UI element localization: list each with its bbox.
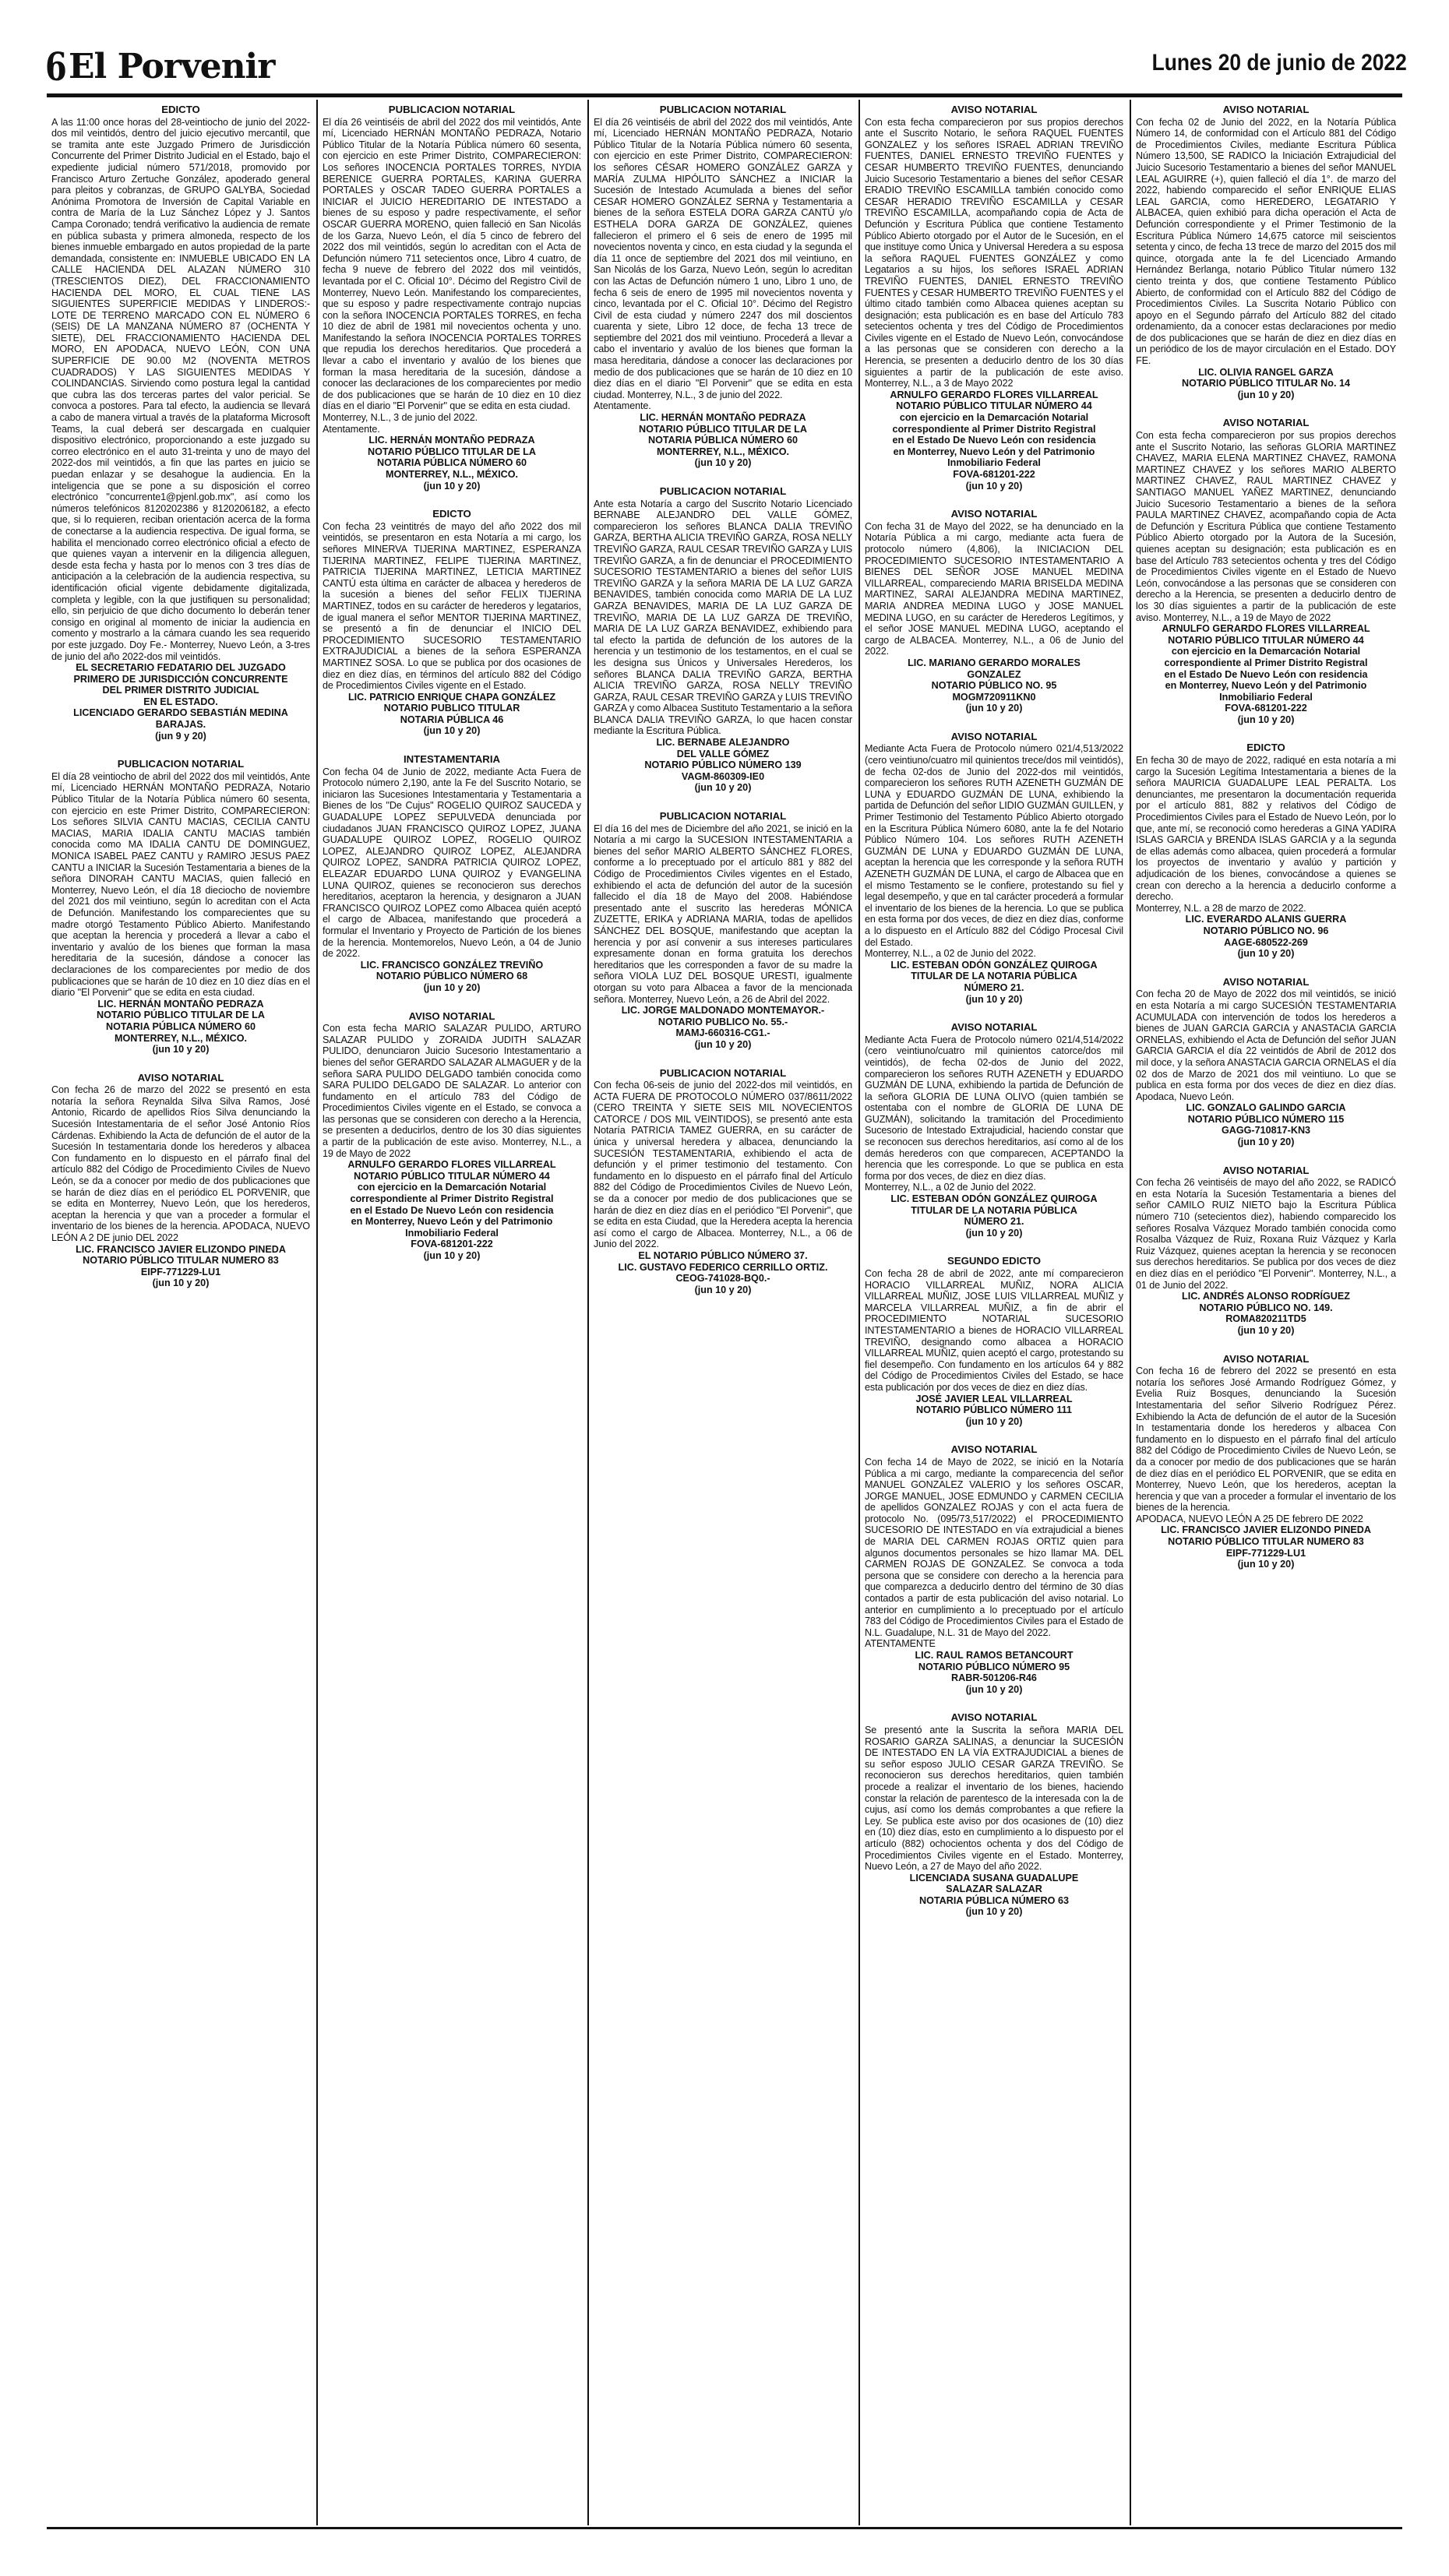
publication-dates: (jun 10 y 20)	[965, 1906, 1023, 1918]
signature-line: AAGE-680522-269	[1224, 936, 1308, 948]
signature-line: BARAJAS.	[155, 719, 206, 731]
notice-title: AVISO NOTARIAL	[1222, 975, 1310, 988]
publication-dates: (jun 10 y 20)	[1237, 948, 1295, 960]
signature-line: TITULAR DE LA NOTARIA PÚBLICA	[911, 971, 1077, 982]
notice-title: EDICTO	[432, 508, 471, 520]
signature-line: NOTARIO PÚBLICO TITULAR NÚMERO 44	[896, 400, 1092, 412]
signature-line: LIC. PATRICIO ENRIQUE CHAPA GONZÁLEZ	[347, 691, 556, 703]
publication-dates: (jun 10 y 20)	[423, 480, 481, 492]
signature-line: CEOG-741028-BQ0.-	[675, 1273, 770, 1284]
notice-title: AVISO NOTARIAL	[950, 1711, 1038, 1724]
notice-body: A las 11:00 once horas del 28-veintiocho de junio del 2022-dos mil veintidós, dentro del juicio ejecutivo mercantil, que se tramita ante este Juzgado Primero de Jurisdicción Concurrente del Primer Distrito Judicial en el Estado, bajo el expediente judicial número 571/2018, promovido por Francisco Arturo Zertuche González, apoderado general para pleitos y cobranzas, de GRUPO GALYBA, Sociedad Anónima Promotora de Inversión de Capital Variable en contra de María de la Luz Sánchez López y J. Santos Campa Coronado; tendrá verificativo la audiencia de remate en pública subasta y primera almoneda, respecto de los bienes inmueble embargado en autos propiedad de la parte demandada, consistente en: INMUEBLE UBICADO EN LA CALLE HACIENDA DEL ALAZAN NÚMERO 310 (TRESCIENTOS DIEZ), DEL FRACCIONAMIENTO HACIENDA DEL MORO, EL CUAL TIENE LAS SIGUIENTES SUPERFICIE MEDIDAS Y LINDEROS:- LOTE DE TERRENO MARCADO CON EL NÚMERO 6 (SEIS) DE LA MANZANA NÚMERO 87 (OCHENTA Y SIETE), DEL FRACCIONAMIENTO HACIENDA DEL MORO, EN APODACA, NUEVO LEÓN, CON UNA SUPERFICIE DE 90.00 M2 (NOVENTA METROS CUADRADOS) Y LAS SIGUIENTES MEDIDAS Y COLINDANCIAS. Sirviendo como postura legal la cantidad que cubra las dos terceras partes del valor pericial. Se convoca a postores. Para tal efecto, la audiencia se llevará a cabo de manera virtual a través de la plataforma Microsoft Teams, la cual deberá ser descargada en cualquier dispositivo electrónico, proporcionando a este juzgado su correo electrónico en el auto 31-treinta y uno de mayo del 2022-dos mil veintidós, a fin que las partes en juicio se puedan enlazar y se desahogue la audiencia. En la inteligencia que se pone a su disposición el correo electrónico "concurrente1@pjenl.gob.mx", así como los números telefónicos 8120202386 y 8120206182, a efecto que, si lo requieren, reciban orientación acerca de la forma de conectarse a la audiencia respectiva. De igual forma, se habilita el mencionado correo electrónico oficial a efecto de que quienes vayan a intervenir en la diligencia alleguen, desde esta fecha y hasta por lo menos con 3 tres días de anticipación a la celebración de la audiencia respectiva, su identificación oficial vigente debidamente digitalizada, completa y legible, con la que justifiquen su personalidad; ello, sin perjuicio de que dicho documento lo deberán tener consigo en original al momento de iniciar la audiencia en comento y mostrarlo a la cámara cuando les sea requerido por este juzgado. Doy Fe.- Monterrey, Nuevo León, a 3-tres de junio del año 2022-dos mil veintidós.	[51, 116, 310, 662]
legal-notice	[323, 754, 581, 993]
notice-title: SEGUNDO EDICTO	[947, 1255, 1041, 1267]
signature-line: NOTARIO PÚBLICO NO. 95	[931, 680, 1057, 692]
signature-line: EIPF-771229-LU1	[140, 1266, 221, 1277]
signature-line: NOTARIO PÚBLICO NÚMERO 111	[916, 1404, 1072, 1416]
notary-signature	[865, 389, 1123, 481]
notice-body: ATENTAMENTE	[865, 1638, 936, 1650]
newspaper-name: El Porvenir	[69, 47, 275, 86]
signature-line: LIC. JORGE MALDONADO MONTEMAYOR.-	[621, 1005, 825, 1017]
signature-line: ROMA820211TD5	[1225, 1313, 1306, 1325]
notary-signature	[594, 737, 852, 782]
legal-notice	[323, 104, 581, 492]
notice-body: Ante esta Notaría a cargo del Suscrito Notario Licenciado BERNABE ALEJANDRO DEL VALLE GÓMEZ, comparecieron los señores BLANCA DALIA TREVIÑO GARZA, BERTHA ALICIA TREVIÑO GARZA, ROSA NELLY TREVIÑO GARZA, RAUL CESAR TREVIÑO GARZA y LUIS TREVIÑO GARZA, a fin de denunciar el PROCEDIMIENTO SUCESORIO TESTAMENTARIO a bienes del señor LUIS TREVIÑO GARZA y la señora MARIA DE LA LUZ GARZA BENAVIDES, también conocida como MARIA DE LA LUZ GARZA BENAVIDES, MARIA DE LA LUZ GARZA DE TREVIÑO, MARIA DE LA LUZ GARZA DE TREVIÑO, MARIA DE LA LUZ GARZA BENAVIDEZ, exhibiendo para tal efecto la partida de defunción de los autores de la herencia y un testimonio de los testamentos, en el cual se les designa sus Únicos y Universales Herederos, los señores BLANCA DALIA TREVIÑO GARZA, BERTHA ALICIA TREVIÑO GARZA, ROSA NELLY TREVIÑO GARZA, RAUL CESAR TREVIÑO GARZA y LUIS TREVIÑO GARZA y como Albacea Sustituto Testamentario a la señora BLANCA DALIA TREVIÑO GARZA, lo que hacen constar mediante la Escritura Pública.	[594, 498, 852, 737]
notice-body: Con fecha 04 de Junio de 2022, mediante Acta Fuera de Protocolo número 2,190, ante la Fe del Suscrito Notario, se iniciaron las Sucesiones Intestamentaria y Testamentaria a Bienes de los "De Cujus" ROGELIO QUIROZ SAUCEDA y GUADALUPE LOPEZ SEPULVEDA denunciada por ciudadanos JUAN FRANCISCO QUIROZ LOPEZ, JUANA GUADALUPE QUIROZ LOPEZ, ROGELIO QUIROZ LOPEZ, ALEJANDRO QUIROZ LOPEZ, ALEJANDRA QUIROZ LOPEZ, SANDRA PATRICIA QUIROZ LOPEZ, ELEAZAR EDUARDO LUNA QUIROZ y EVANGELINA LUNA QUIROZ, quienes se reconocieron sus derechos hereditarios, aceptaron la herencia, y designaron a JUAN FRANCISCO QUIROZ LOPEZ como Albacea quién aceptó el cargo de Albacea, manifestando que procederá a formular el Inventario y Proyecto de Partición de los bienes de la herencia. Montemorelos, Nuevo León, a 04 de Junio de 2022.	[323, 766, 581, 960]
signature-line: Inmobiliario Federal	[405, 1227, 499, 1239]
column-3	[589, 100, 860, 2525]
notary-signature	[594, 1005, 852, 1039]
notice-body: Monterrey, N.L., a 02 de Junio del 2022.	[865, 948, 1036, 960]
notice-body: Con fecha 02 de Junio del 2022, en la Notaría Pública Número 14, de conformidad con el Artículo 881 del Código de Procedimientos Civiles, mediante Escritura Pública Número 13,500, SE RADICO la Iniciación Extrajudicial del Juicio Sucesorio Testamentario a bienes del señor MANUEL LEAL AGUIRRE (+), quien falleció el día 1°. de marzo del 2022, habiendo comparecido el señor ENRIQUE ELIAS LEAL GARCIA, como HEREDERO, LEGATARIO Y ALBACEA, quien exhibió para dicha operación el Acta de Defunción correspondiente y el Primer Testimonio de la Escritura Pública Número 14,675 catorce mil seiscientos setenta y cinco, de fecha 13 trece de marzo del 2015 dos mil quince, otorgada ante la fe del Licenciado Armando Hernández Berlanga, notario Público Titular número 132 ciento treinta y dos, que contiene Testamento Público Abierto, de conformidad con el Artículo 882 del Código de Procedimientos Civiles. La Suscrita Notario Público con apoyo en el Segundo párrafo del Artículo 882 del citado ordenamiento, da a conocer estas declaraciones por medio de dos publicaciones que se harán de diez en diez días en un periódico de los de mayor circulación en el Estado. DOY FE.	[1136, 116, 1396, 367]
publication-dates: (jun 9 y 20)	[155, 730, 206, 742]
signature-line: MAMJ-660316-CG1.-	[675, 1027, 770, 1039]
signature-line: Inmobiliario Federal	[1219, 691, 1313, 703]
notary-signature	[865, 960, 1123, 994]
notary-signature	[51, 662, 310, 731]
notice-body: El día 16 del mes de Diciembre del año 2021, se inició en la Notaría a mi cargo la SUCESION INTESTAMENTARIA a bienes del señor MARIO ALBERTO SÁNCHEZ FLORES, conforme a lo preceptuado por el artículo 881 y 882 del Código de Procedimientos Civiles vigentes en el Estado, exhibiendo el acta de defunción del autor de la sucesión fallecido el día 18 de Mayo del 2008. Habiéndose presentado ante el suscrito las herederas MÓNICA ZUZETTE, ERIKA y ADRIANA MARIA, todas de apellidos SÁNCHEZ DEL BOSQUE, manifestando que aceptan la herencia y por así convenir a sus intereses particulares expresamente donan en forma gratuita los derechos hereditarios que les corresponden a favor de su madre la señora VIOLA LUZ DEL BOSQUE URESTI, igualmente otorgan su voto para Albacea a favor de la mencionada señora. Monterrey, Nuevo León, a 26 de Abril del 2022.	[594, 823, 852, 1005]
publication-dates: (jun 10 y 20)	[965, 480, 1023, 492]
signature-line: ARNULFO GERARDO FLORES VILLARREAL	[1162, 623, 1370, 635]
legal-notice	[51, 104, 310, 742]
notary-signature	[594, 1250, 852, 1284]
notice-body: Mediante Acta Fuera de Protocolo número 021/4,513/2022 (cero veintiuno/cuatro mil quinientos trece/dos mil veintidós), de fecha 02-dos de Junio del 2022-dos mil veintidós, comparecieron los señores RUTH AZENETH GUZMÁN DE LUNA y EDUARDO GUZMÁN DE LUNA, exhibiendo la partida de Defunción del señor LIDIO GUZMÁN GUILLEN, y Primer Testimonio del Testamento Público Abierto otorgado en la Escritura Pública Número 6080, ante la fe del Notario Público Número 104. Los señores RUTH AZENETH GUZMÁN DE LUNA y EDUARDO GUZMÁN DE LUNA, aceptan la herencia que les corresponde y la señora RUTH AZENETH GUZMÁN DE LUNA, el cargo de Albacea que en el mismo Testamento se le confiere, protestando su fiel y legal desempeño, y que en tal carácter procederá a formular el inventario de los bienes de la herencia. Lo que se publica en esta forma por dos veces, de diez en diez días, conforme a lo dispuesto en el Artículo 882 del Código Procesal Civil del Estado.	[865, 743, 1123, 948]
legal-notice	[865, 731, 1123, 1005]
notary-signature	[865, 1873, 1123, 1907]
notice-title: PUBLICACION NOTARIAL	[659, 810, 787, 823]
notice-body: Con esta fecha comparecieron por sus propios derechos ante el Suscrito Notario, las señoras GLORIA MARTINEZ CHAVEZ, MARIA ELENA MARTINEZ CHAVEZ, RAMONA MARTINEZ CHAVEZ y los señores MARIO ALBERTO MARTINEZ CHAVEZ, RAUL MARTINEZ CHAVEZ y SANTIAGO MANUEL YAÑEZ MARTINEZ, denunciando Juicio Sucesorio Testamentario a bienes de la señora PAULA MARTINEZ CHAVEZ, acompañando copia de Acta de Defunción y Escritura Pública que contiene Testamento Público Abierto otorgado por la Autora de la Sucesión, quienes aceptan su designación; esta publicación es en base del Artículo 783 setecientos ochenta y tres del Código de Procedimientos Civiles vigente en el Estado de Nuevo León, convocándose a las personas que se consideren con derecho a la Herencia, se presenten a deducirlo dentro de los 30 días siguientes a partir de la publicación de este aviso. Monterrey, N.L., a 19 de Mayo de 2022	[1136, 430, 1396, 623]
column-2	[318, 100, 589, 2525]
signature-line: ARNULFO GERARDO FLORES VILLARREAL	[890, 389, 1098, 400]
header-rule	[47, 93, 1402, 97]
publication-dates: (jun 10 y 20)	[1237, 1136, 1295, 1148]
signature-line: LIC. FRANCISCO JAVIER ELIZONDO PINEDA	[76, 1243, 286, 1255]
legal-notice	[1136, 1354, 1396, 1570]
signature-line: NOTARIO PUBLICO TITULAR	[383, 703, 520, 714]
notice-body: Monterrey, N.L., 3 de junio del 2022.	[323, 412, 478, 424]
signature-line: NOTARIO PÚBLICO TITULAR DE LA	[639, 423, 807, 435]
signature-line: NOTARIO PÚBLICO NÚMERO 68	[375, 971, 528, 982]
publication-dates: (jun 10 y 20)	[965, 1683, 1023, 1695]
signature-line: NOTARIO PUBLICO No. 55.-	[658, 1016, 788, 1027]
signature-line: NOTARIO PÚBLICO NÚMERO 115	[1187, 1113, 1345, 1125]
notary-signature	[865, 1193, 1123, 1228]
legal-notice	[1136, 977, 1396, 1148]
publication-dates: (jun 10 y 20)	[965, 1415, 1023, 1427]
notary-signature	[323, 692, 581, 726]
publication-dates: (jun 10 y 20)	[694, 457, 752, 469]
signature-line: MONTERREY, N.L., MÉXICO.	[656, 446, 790, 457]
notice-title: INTESTAMENTARIA	[403, 753, 501, 766]
publication-dates: (jun 10 y 20)	[152, 1044, 210, 1055]
notice-body: Monterrey, N.L., a 02 de Junio del 2022.	[865, 1182, 1036, 1193]
signature-line: LIC. BERNABE ALEJANDRO	[656, 737, 790, 749]
signature-line: VAGM-860309-IE0	[681, 770, 765, 782]
legal-notice	[865, 509, 1123, 714]
signature-line: con ejercicio en la Demarcación Notarial	[1171, 646, 1361, 657]
publication-dates: (jun 10 y 20)	[694, 782, 752, 794]
column-1	[47, 100, 318, 2525]
publication-dates: (jun 10 y 20)	[423, 725, 481, 737]
signature-line: NOTARIO PÚBLICO TITULAR No. 14	[1182, 378, 1350, 389]
legal-notice	[865, 1712, 1123, 1918]
signature-line: MOGM720911KN0	[952, 691, 1036, 703]
publication-dates: (jun 10 y 20)	[1237, 389, 1295, 400]
notice-title: PUBLICACION NOTARIAL	[659, 485, 787, 497]
signature-line: LIC. GUSTAVO FEDERICO CERRILLO ORTIZ.	[618, 1261, 828, 1273]
signature-line: FOVA-681201-222	[1225, 703, 1307, 714]
signature-line: ARNULFO GERARDO FLORES VILLARREAL	[347, 1159, 556, 1171]
publication-dates: (jun 10 y 20)	[423, 1250, 481, 1261]
signature-line: LIC. HERNÁN MONTAÑO PEDRAZA	[97, 998, 264, 1010]
notice-body: Se presentó ante la Suscrita la señora MARIA DEL ROSARIO GARZA SALINAS, a denunciar la SUCESIÓN DE INTESTADO EN LA VÍA EXTRAJUDICIAL a bienes de su señor esposo JULIO CESAR GARZA TREVIÑO. Se reconocieron sus derechos hereditarios, quien también procede a realizar el inventario de los bienes, haciendo constar la relación de parentesco de la interesada con la de cujus, así como los demás comprobantes a que refiere la Ley. Se publica este aviso por dos ocasiones de (10) diez en (10) diez días, esto en cumplimiento a lo dispuesto por el artículo (882) ochocientos ochenta y dos del Código de Procedimientos Civiles vigente en el Estado. Monterrey, Nuevo León, a 27 de Mayo del año 2022.	[865, 1724, 1123, 1873]
signature-line: con ejercicio en la Demarcación Notarial	[899, 412, 1089, 424]
signature-line: correspondiente al Primer Distrito Registral	[892, 423, 1096, 435]
publication-dates: (jun 10 y 20)	[152, 1277, 210, 1289]
signature-line: SALAZAR SALAZAR	[946, 1884, 1042, 1895]
legal-notice	[1136, 742, 1396, 959]
publication-dates: (jun 10 y 20)	[1237, 714, 1295, 725]
signature-line: NOTARIO PÚBLICO NÚMERO 139	[644, 759, 802, 771]
signature-line: correspondiente al Primer Distrito Registral	[350, 1193, 554, 1205]
signature-line: correspondiente al Primer Distrito Registral	[1164, 657, 1368, 668]
notary-signature	[1136, 1291, 1396, 1325]
signature-line: GAGG-710817-KN3	[1221, 1125, 1311, 1136]
notary-signature	[1136, 914, 1396, 948]
notice-body: El día 26 veintiséis de abril del 2022 dos mil veintidós, Ante mí, Licenciado HERNÁN MONTAÑO PEDRAZA, Notario Público Titular de la Notaría Pública número 60 sesenta, con ejercicio en este Primer Distrito, COMPARECIERON: los señores CÉSAR HOMERO GONZÁLEZ GARZA y MARÍA ZULMA HIPÓLITO SÁNCHEZ a INICIAR la Sucesión de Intestado Acumulada a bienes del señor CESAR HOMERO GONZÁLEZ SERNA y Testamentaria a bienes de la señora ESTELA DORA GARZA CANTÚ y/o ESTHELA DORA GARZA DE GONZÁLEZ, quienes fallecieron el primero el 6 seis de enero de 1995 mil novecientos noventa y cinco, en esta ciudad y la segunda el día 11 once de septiembre del 2021 dos mil veintiuno, en San Nicolás de los Garza, Nuevo León, según lo acreditan con las Actas de Defunción número 1 uno, Libro 1 uno, de fecha 6 seis de enero de 1995 mil novecientos noventa y cinco, levantada por el C. Oficial 10°. Décimo del Registro Civil de esta ciudad y número 2247 dos mil doscientos cuarenta y siete, Libro 12 doce, de fecha 13 trece de septiembre del 2021 dos mil veintiuno. Procederá a llevar a cabo el inventario y avalúo de los bienes que forman la masa hereditaria, dándose a conocer las declaraciones por medio de dos publicaciones que se harán de 10 diez en 10 diez días en el diario "El Porvenir" que se edita en esta ciudad. Monterrey, N.L., 3 de junio del 2022.	[594, 116, 852, 400]
signature-line: LICENCIADA SUSANA GUADALUPE	[909, 1872, 1079, 1884]
notice-body: Con fecha 20 de Mayo de 2022 dos mil veintidós, se inició en esta Notaría a mi cargo SUCESIÓN TESTAMENTARIA ACUMULADA con intervención de todos los herederos a bienes de JUAN GARCIA GARCIA y ANASTACIA GARCIA ORNELAS, exhibiendo el Acta de Defunción del señor JUAN GARCIA GARCIA el día 22 veintidós de Abril de 2012 dos mil doce, y la señora ANASTACIA GARCIA ORNELAS el día 02 dos de Marzo de 2021 dos mil veintiuno. Lo que se publica en esta forma por dos veces de diez en diez días. Apodaca, Nuevo León.	[1136, 988, 1396, 1102]
signature-line: LIC. FRANCISCO GONZÁLEZ TREVIÑO	[360, 959, 544, 971]
signature-line: LIC. EVERARDO ALANIS GUERRA	[1185, 914, 1347, 925]
notary-signature	[865, 1650, 1123, 1684]
legal-notice	[594, 1068, 852, 1296]
publication-dates: (jun 10 y 20)	[1237, 1324, 1295, 1336]
signature-line: LIC. ANDRÉS ALONSO RODRÍGUEZ	[1182, 1291, 1350, 1302]
notice-body: Con fecha 31 de Mayo del 2022, se ha denunciado en la Notaría Pública a mi cargo, mediante acta fuera de protocolo número (4,806), la INICIACION DEL PROCEDIMIENTO SUCESORIO INTESTAMENTARIO A BIENES DEL SEÑOR JOSE MANUEL MEDINA VILLARREAL, compareciendo MARIA BRISELDA MEDINA MARTINEZ, SARAI ALEJANDRA MEDINA MARTINEZ, MARIA ANDREA MEDINA LUGO y JOSE MANUEL MEDINA LUGO, en su carácter de Herederos Legítimos, y el señor JOSE MANUEL MEDINA LUGO, aceptando el cargo de ALBACEA. Monterrey, N.L., a 06 de Junio del 2022.	[865, 520, 1123, 657]
publication-dates: (jun 10 y 20)	[694, 1038, 752, 1050]
legal-notice	[865, 1444, 1123, 1695]
signature-line: NOTARIA PÚBLICA NÚMERO 60	[106, 1020, 256, 1032]
signature-line: LIC. OLIVIA RANGEL GARZA	[1198, 366, 1334, 378]
legal-notice	[594, 104, 852, 469]
notice-body: Con fecha 06-seis de junio del 2022-dos mil veintidós, en ACTA FUERA DE PROTOCOLO NÚMERO 037/8611/2022 (CERO TREINTA Y SIETE SEIS MIL NOVECIENTOS CATORCE / DOS MIL VEINTIDOS), se presentó ante esta Notaría PATRICIA TAMEZ GUERRA, en su carácter de única y universal heredera y albacea, denunciando la SUCESIÓN TESTAMENTARIA, exhibiendo el acta de defunción y el primer testimonio del testamento. Con fundamento en lo dispuesto en el párrafo final del Artículo 882 del Código de Procedimientos Civiles de Nuevo León, se da a conocer por medio de dos publicaciones que se harán de diez en diez días en el periódico "El Porvenir", que se edita en esta Ciudad, que la Heredera acepta la herencia así como el cargo de Albacea. Monterrey, N.L., a 06 de Junio del 2022.	[594, 1080, 852, 1250]
notice-body: Atentamente.	[323, 423, 380, 435]
notice-title: PUBLICACION NOTARIAL	[388, 104, 516, 115]
notice-title: AVISO NOTARIAL	[137, 1071, 224, 1084]
signature-line: LIC. ESTEBAN ODÓN GONZÁLEZ QUIROGA	[890, 959, 1098, 971]
notice-title: PUBLICACION NOTARIAL	[117, 758, 245, 770]
signature-line: NOTARIO PÚBLICO NO. 96	[1203, 925, 1329, 936]
signature-line: EIPF-771229-LU1	[1225, 1547, 1306, 1559]
signature-line: RABR-501206-R46	[951, 1672, 1037, 1684]
notary-signature	[1136, 623, 1396, 714]
notice-title: AVISO NOTARIAL	[950, 104, 1038, 115]
notary-signature	[1136, 1102, 1396, 1136]
notice-body: En fecha 30 de mayo de 2022, radiqué en esta notaría a mi cargo la Sucesión Legítima Intestamentaria a bienes de la señora MAURICIA GUADALUPE LEAL PERALTA. Los denunciantes, me presentaron la documentación requerida por el artículo 881, 882 y relativos del Código de Procedimientos Civiles para el Estado de Nuevo León, por lo que, ante mí, se reconoció como herederas a GINA YADIRA ISLAS GARCIA y BRENDA ISLAS GARCIA y a la segunda de ellas además como albacea, quien procederá a formular los proyectos de inventario y avalúo y partición y adjudicación de los bienes, convocándose a quienes se crean con derecho a la herencia a deducirlo conforme a derecho.	[1136, 755, 1396, 903]
signature-line: en Monterrey, Nuevo León y del Patrimonio	[893, 446, 1095, 457]
page-number: 6	[45, 44, 66, 90]
signature-line: NOTARIO PÚBLICO TITULAR NUMERO 83	[83, 1255, 279, 1267]
notice-title: AVISO NOTARIAL	[1222, 1164, 1310, 1176]
signature-line: NOTARIA PÚBLICA 46	[400, 714, 504, 725]
notice-body: Con esta fecha comparecieron por sus propios derechos ante el Suscrito Notario, le señora RAQUEL FUENTES GONZALEZ y los señores ISRAEL ADRIAN TREVIÑO FUENTES, DANIEL ERNESTO TREVIÑO FUENTES y CESAR HUMBERTO TREVIÑO FUENTES, denunciando Juicio Sucesorio Testamentario a bienes del señor CESAR ERADIO TREVIÑO ESCAMILLA también conocido como CESAR HERADIO TREVIÑO ESCAMILLA y CESAR TREVIÑO ESCAMILLA, acompañando copia de Acta de Defunción y Escritura Pública que contiene Testamento Público Abierto otorgado por el Autor de le Sucesión, en el que instituye como Única y Universal Heredera a su esposa la señora RAQUEL FUENTES GONZÁLEZ y como Legatarios a su hijos, los señores ISRAEL ADRIAN TREVIÑO FUENTES, DANIEL ERNESTO TREVIÑO FUENTES y CESAR HUMBERTO TREVIÑO FUENTES y el último citado también como Albacea quienes aceptan su designación; esta publicación es en base del Artículo 783 setecientos ochenta y tres del Código de Procedimientos Civiles vigente en el Estado de Nuevo León, convocándose a las personas que se consideren con derecho a la Herencia, se presenten a deducirlo dentro de los 30 días siguientes a partir de la publicación de este aviso. Monterrey, N.L., a 3 de Mayo 2022	[865, 116, 1123, 389]
notice-body: Monterrey, N.L. a 28 de marzo de 2022.	[1136, 902, 1306, 914]
notary-signature	[51, 1244, 310, 1278]
notice-body: Con fecha 16 de febrero del 2022 se presentó en esta notaría los señores José Armando Rodríguez Gómez, y Evelia Ruiz Bosques, denunciando la Sucesión Intestamentaria del señor Silverio Rodríguez Pérez. Exhibiendo la Acta de defunción de el autor de la Sucesión In testamentaria donde los herederos y albacea Con fundamento en lo dispuesto en el párrafo final del artículo 882 del Código de Procedimiento Civiles de Nuevo León, se da a conocer por medio de dos publicaciones que se harán de diez días en el periódico EL PORVENIR, que se edita en Monterrey, Nuevo León, que los herederos, aceptan la herencia y que van a proceder a formular el inventario de los bienes de la herencia.	[1136, 1366, 1396, 1514]
legal-notices-columns	[47, 100, 1402, 2525]
signature-line: LIC. HERNÁN MONTAÑO PEDRAZA	[640, 412, 806, 424]
signature-line: NOTARIO PÚBLICO TITULAR NÚMERO 44	[354, 1170, 550, 1182]
signature-line: EL SECRETARIO FEDATARIO DEL JUZGADO	[76, 662, 286, 674]
publication-dates: (jun 10 y 20)	[965, 993, 1023, 1005]
publication-dates: (jun 10 y 20)	[423, 981, 481, 993]
notice-title: AVISO NOTARIAL	[950, 1021, 1038, 1034]
notice-body: Con fecha 23 veintitrés de mayo del año 2022 dos mil veintidós, se presentaron en esta Notaría a mi cargo, los señores MINERVA TIJERINA MARTINEZ, ESPERANZA TIJERINA MARTINEZ, FELIPE TIJERINA MARTINEZ, PATRICIA TIJERINA MARTINEZ, LETICIA MARTINEZ CANTÚ esta última en carácter de albacea y herederos de la sucesión a bienes del señor FELIX TIJERINA MARTINEZ, todos en su carácter de herederos y legatarios, de igual manera el señor MENTOR TIJERINA MARTINEZ, se presentó a fin de denunciar el INICIO DEL PROCEDIMIENTO SUCESORIO TESTAMENTARIO EXTRAJUDICIAL a bienes de la señora ESPERANZA MARTINEZ SOSA. Lo que se publica por dos ocasiones de diez en diez días, en términos del artículo 882 del Código de Procedimientos Civiles vigente en el Estado.	[323, 520, 581, 692]
signature-line: Inmobiliario Federal	[947, 457, 1041, 469]
legal-notice	[865, 104, 1123, 492]
notice-body: Con esta fecha MARIO SALAZAR PULIDO, ARTURO SALAZAR PULIDO y ZORAIDA JUDITH SALAZAR PULIDO, denunciaron Juicio Sucesorio Intestamentario a bienes del señor GERARDO SALAZAR ALMAGUER y de la señora SARA PULIDO DELGADO también conocida como SARA PULIDO DELGADO DE SALAZAR. Lo anterior con fundamento en el artículo 783 del Código de Procedimientos Civiles vigente en el Estado, se convoca a las personas que se consideren con derecho a la Herencia, se presenten a deducirlos, dentro de los 30 días siguientes a partir de la publicación de este aviso. Monterrey, N.L., a 19 de Mayo de 2022	[323, 1023, 581, 1159]
footer-rule	[47, 2527, 1402, 2529]
signature-line: JOSÉ JAVIER LEAL VILLARREAL	[915, 1393, 1073, 1404]
notice-title: EDICTO	[1246, 742, 1285, 754]
notice-body: Con fecha 26 de marzo del 2022 se presentó en esta notaría la señora Reynalda Silva Silva Ramos, José Antonio, Ricardo de apellidos Ríos Silva denunciando la Sucesión Intestamentaria de el señor José Antonio Ríos Cárdenas. Exhibiendo la Acta de defunción de el autor de la Sucesión In testamentaria donde los herederos y albacea Con fundamento en lo dispuesto en el párrafo final del artículo 882 del Código de Procedimiento Civiles de Nuevo León, se da a conocer por medio de dos publicaciones que se harán de diez días en el periódico EL PORVENIR, que se edita en Monterrey, Nuevo León, que los herederos, aceptan la herencia y que van a proceder a formular el inventario de los bienes de la herencia. APODACA, NUEVO LEÓN A 2 DE junio DEL 2022	[51, 1084, 310, 1243]
signature-line: NOTARIO PÚBLICO TITULAR NUMERO 83	[1168, 1536, 1364, 1548]
notice-body: Con fecha 28 de abril de 2022, ante mí comparecieron HORACIO VILLARREAL MUÑIZ, NORA ALICIA VILLARREAL MUÑIZ, JOSE LUIS VILLARREAL MUÑIZ y MARCELA VILLARREAL MUÑIZ, a fin de abrir el PROCEDIMIENTO NOTARIAL SUCESORIO INTESTAMENTARIO a bienes de HORACIO VILLARREAL TREVIÑO, designando como albacea a HORACIO VILLARREAL MUÑIZ, quien aceptó el cargo, protestando su fiel desempeño. Con fundamento en los artículos 64 y 882 del Código de Procedimientos Civiles del Estado, se hace esta publicación por dos veces de diez en diez días.	[865, 1268, 1123, 1393]
signature-line: NOTARIA PÚBLICA NÚMERO 60	[648, 435, 798, 446]
notary-signature	[51, 999, 310, 1044]
notary-signature	[323, 435, 581, 480]
signature-line: en el Estado De Nuevo León con residencia	[350, 1204, 554, 1216]
notice-body: El día 28 veintiocho de abril del 2022 dos mil veintidós, Ante mí, Licenciado HERNÁN MONTAÑO PEDRAZA, Notario Público Titular de la Notaría Pública número 60 sesenta, con ejercicio en este Primer Distrito, COMPARECIERON: Los señores SILVIA CANTU MACIAS, CECILIA CANTU MACIAS, MARIA IDALIA CANTU MACIAS también conocida como MA IDALIA CANTU DE DOMINGUEZ, MONICA ISABEL PAEZ CANTU y RAMIRO JESUS PAEZ CANTU a INICIAR la Sucesión Testamentaria a bienes de la señora DINORAH CANTU MACIAS, quien falleció en Monterrey, Nuevo León, el día 18 dieciocho de noviembre del 2021 dos mil veintiuno, según lo acreditan con el Acta de Defunción. Manifestando los comparecientes que su madre otorgó Testamento Público Abierto. Manifestando que aceptan la herencia y procederá a llevar a cabo el inventario y avalúo de los bienes que forman la masa hereditaria de la sucesión, dándose a conocer las declaraciones de los comparecientes por medio de dos publicaciones que se harán de 10 diez en 10 diez días en el diario "El Porvenir" que se edita en esta ciudad.	[51, 770, 310, 999]
signature-line: con ejercicio en la Demarcación Notarial	[357, 1182, 547, 1193]
signature-line: en Monterrey, Nuevo León y del Patrimonio	[1165, 680, 1367, 692]
column-4	[860, 100, 1131, 2525]
notice-body: Con fecha 14 de Mayo de 2022, se inició en la Notaría Pública a mi cargo, mediante la comparecencia del señor MANUEL GONZALEZ VALERIO y los señores OSCAR, JORGE MANUEL, JOSE EDMUNDO y CARMEN CECILIA de apellidos GONZALEZ ROJAS y con el acta fuera de protocolo No. (095/73,517/2022) el PROCEDIMIENTO SUCESORIO DE INTESTADO en vía extrajudicial a bienes de MARIA DEL CARMEN ROJAS ORTIZ quien para algunos documentos personales se hizo llamar MA. DEL CARMEN ROJAS DE GONZALEZ. Se convoca a toda persona que se considere con derecho a la herencia para que comparezca a deducirlo dentro del término de 30 días contados a partir de esta publicación del aviso notarial. Lo anterior en cumplimiento a lo preceptuado por el artículo 783 del Código de Procedimientos Civiles para el Estado de N.L. Guadalupe, N.L. 31 de Mayo del 2022.	[865, 1456, 1123, 1638]
notice-title: AVISO NOTARIAL	[1222, 1352, 1310, 1365]
notary-signature	[323, 960, 581, 982]
legal-notice	[1136, 418, 1396, 725]
notary-signature	[865, 657, 1123, 703]
publication-dates: (jun 10 y 20)	[965, 703, 1023, 714]
notice-body: Atentamente.	[594, 400, 651, 412]
notice-title: AVISO NOTARIAL	[950, 508, 1038, 520]
notary-signature	[865, 1394, 1123, 1416]
notice-title: AVISO NOTARIAL	[1222, 104, 1310, 115]
legal-notice	[323, 509, 581, 737]
column-5	[1131, 100, 1402, 2525]
signature-line: MONTERREY, N.L., MÉXICO.	[385, 469, 519, 480]
legal-notice	[865, 1256, 1123, 1427]
notice-body: Mediante Acta Fuera de Protocolo número 021/4,514/2022 (cero veintiuno/cuatro mil quinientos catorce/dos mil veintidós), de fecha 02-dos de Junio del 2022, comparecieron los señores RUTH AZENETH y EDUARDO GUZMÁN DE LUNA, exhibiendo la partida de Defunción de la señora GLORIA DE LUNA OLIVO (quien también se ostentaba con el nombre de GLORIA DE LUNA DE GUZMÁN), solicitando la tramitación del Procedimiento Sucesorio de Intestado Extrajudicial, haciendo constar que se reconocen sus derechos hereditarios, así como al de los demás herederos con que comparecen, ACEPTANDO la herencia que les corresponde. Lo que se publica en esta forma por dos veces, de diez en diez días.	[865, 1034, 1123, 1182]
signature-line: NOTARIO PÚBLICO TITULAR DE LA	[97, 1010, 265, 1021]
signature-line: NOTARIO PÚBLICO TITULAR DE LA	[368, 446, 536, 457]
signature-line: LIC. MARIANO GERARDO MORALES	[908, 657, 1081, 668]
notary-signature	[1136, 1524, 1396, 1559]
signature-line: en Monterrey, Nuevo León y del Patrimonio	[351, 1216, 553, 1228]
publication-dates: (jun 10 y 20)	[694, 1284, 752, 1295]
signature-line: NÚMERO 21.	[964, 981, 1024, 993]
notary-signature	[1136, 367, 1396, 389]
signature-line: GONZALEZ	[967, 668, 1021, 680]
notice-title: AVISO NOTARIAL	[950, 1443, 1038, 1456]
notice-body: APODACA, NUEVO LEÓN A 25 DE febrero DE 2022	[1136, 1513, 1363, 1524]
notice-title: AVISO NOTARIAL	[1222, 417, 1310, 429]
signature-line: FOVA-681201-222	[953, 469, 1035, 480]
signature-line: DEL PRIMER DISTRITO JUDICIAL	[102, 685, 259, 696]
signature-line: LIC. ESTEBAN ODÓN GONZÁLEZ QUIROGA	[890, 1193, 1098, 1205]
signature-line: NOTARIO PÚBLICO NO. 149.	[1199, 1302, 1333, 1313]
notice-title: PUBLICACION NOTARIAL	[659, 1066, 787, 1079]
legal-notice	[865, 1022, 1123, 1239]
legal-notice	[1136, 1165, 1396, 1337]
signature-line: NOTARIA PÚBLICA NÚMERO 60	[377, 457, 527, 469]
legal-notice	[1136, 104, 1396, 400]
publication-dates: (jun 10 y 20)	[1237, 1559, 1295, 1570]
signature-line: LIC. FRANCISCO JAVIER ELIZONDO PINEDA	[1161, 1524, 1371, 1536]
signature-line: EN EL ESTADO.	[143, 696, 218, 707]
signature-line: NOTARIO PÚBLICO NÚMERO 95	[918, 1661, 1070, 1672]
signature-line: TITULAR DE LA NOTARIA PÚBLICA	[911, 1204, 1077, 1216]
signature-line: LICENCIADO GERARDO SEBASTIÁN MEDINA	[73, 707, 288, 719]
masthead-title	[45, 45, 1028, 89]
notary-signature	[323, 1159, 581, 1250]
notice-body: El día 26 veintiséis de abril del 2022 dos mil veintidós, Ante mí, Licenciado HERNÁN MONTAÑO PEDRAZA, Notario Público Titular de la Notaría Pública número 60 sesenta, con ejercicio en este Primer Distrito, COMPARECIERON: Los señores INOCENCIA PORTALES TORRES, NYDIA BERENICE GUERRA PORTALES, KARINA GUERRA PORTALES y OSCAR TADEO GUERRA PORTALES a INICIAR el JUICIO HEREDITARIO DE INTESTADO a bienes de su esposo y padre respectivamente, el señor OSCAR GUERRA MORENO, quien falleció en San Nicolás de los Garza, Nuevo León, el día 5 cinco de febrero del 2022 dos mil veintidós, según lo acreditan con el Acta de Defunción número 711 setecientos once, Libro 4 cuatro, de fecha 9 nueve de febrero del 2022 dos mil veintidós, levantada por el C. Oficial 10°. Décimo del Registro Civil de Monterrey, Nuevo León. Manifestando los comparecientes, que su esposo y padre respectivamente contrajo nupcias con la señora INOCENCIA PORTALES TORRES, en fecha 10 diez de abril de 1981 mil novecientos ochenta y uno. Manifestando la señora INOCENCIA PORTALES TORRES que repudia los derechos hereditarios. Que procederá a llevar a cabo el inventario y avalúo de los bienes que forman la masa hereditaria de la sucesión, dándose a conocer las declaraciones de los comparecientes por medio de dos publicaciones que se harán de 10 diez en 10 diez días en el diario "El Porvenir" que se edita en esta ciudad.	[323, 116, 581, 412]
signature-line: NÚMERO 21.	[964, 1216, 1024, 1228]
signature-line: LIC. GONZALO GALINDO GARCIA	[1186, 1102, 1346, 1114]
signature-line: PRIMERO DE JURISDICCIÓN CONCURRENTE	[73, 673, 288, 685]
legal-notice	[594, 811, 852, 1050]
notice-title: PUBLICACION NOTARIAL	[659, 104, 787, 115]
notice-title: EDICTO	[161, 104, 200, 115]
signature-line: en el Estado De Nuevo León con residencia	[892, 435, 1096, 446]
signature-line: NOTARIA PÚBLICA NÚMERO 63	[919, 1894, 1069, 1906]
legal-notice	[594, 486, 852, 794]
signature-line: LIC. HERNÁN MONTAÑO PEDRAZA	[368, 435, 535, 446]
notary-signature	[594, 412, 852, 457]
signature-line: LIC. RAUL RAMOS BETANCOURT	[915, 1650, 1074, 1661]
legal-notice	[51, 759, 310, 1055]
signature-line: DEL VALLE GÓMEZ	[676, 748, 770, 759]
notice-body: Con fecha 26 veintiséis de mayo del año 2022, se RADICÓ en esta Notaría la Sucesión Testamentaria a bienes del señor CAMILO RUIZ NIETO bajo la Escritura Pública número 710 (setecientos diez), habiendo comparecido los señores Rosalva Vázquez Morado también conocida como Rosalba Vázquez de Ruiz, Roxana Ruiz Vázquez y Karla Ruiz Vázquez, quienes aceptan la herencia y se reconocen sus derechos hereditarios. Se publica por dos veces de diez en diez días en el periódico "El Porvenir". Monterrey, N.L., a 01 de Junio del 2022.	[1136, 1177, 1396, 1291]
legal-notice	[51, 1073, 310, 1289]
issue-date: Lunes 20 de junio de 2022	[1151, 50, 1407, 76]
signature-line: FOVA-681201-222	[411, 1239, 493, 1250]
signature-line: en el Estado De Nuevo León con residencia	[1164, 668, 1368, 680]
publication-dates: (jun 10 y 20)	[965, 1227, 1023, 1239]
notice-title: AVISO NOTARIAL	[950, 730, 1038, 742]
notice-title: AVISO NOTARIAL	[408, 1010, 495, 1022]
signature-line: NOTARIO PÚBLICO TITULAR NÚMERO 44	[1168, 634, 1364, 646]
legal-notice	[323, 1011, 581, 1262]
signature-line: EL NOTARIO PÚBLICO NÚMERO 37.	[638, 1250, 808, 1261]
signature-line: MONTERREY, N.L., MÉXICO.	[114, 1032, 248, 1044]
